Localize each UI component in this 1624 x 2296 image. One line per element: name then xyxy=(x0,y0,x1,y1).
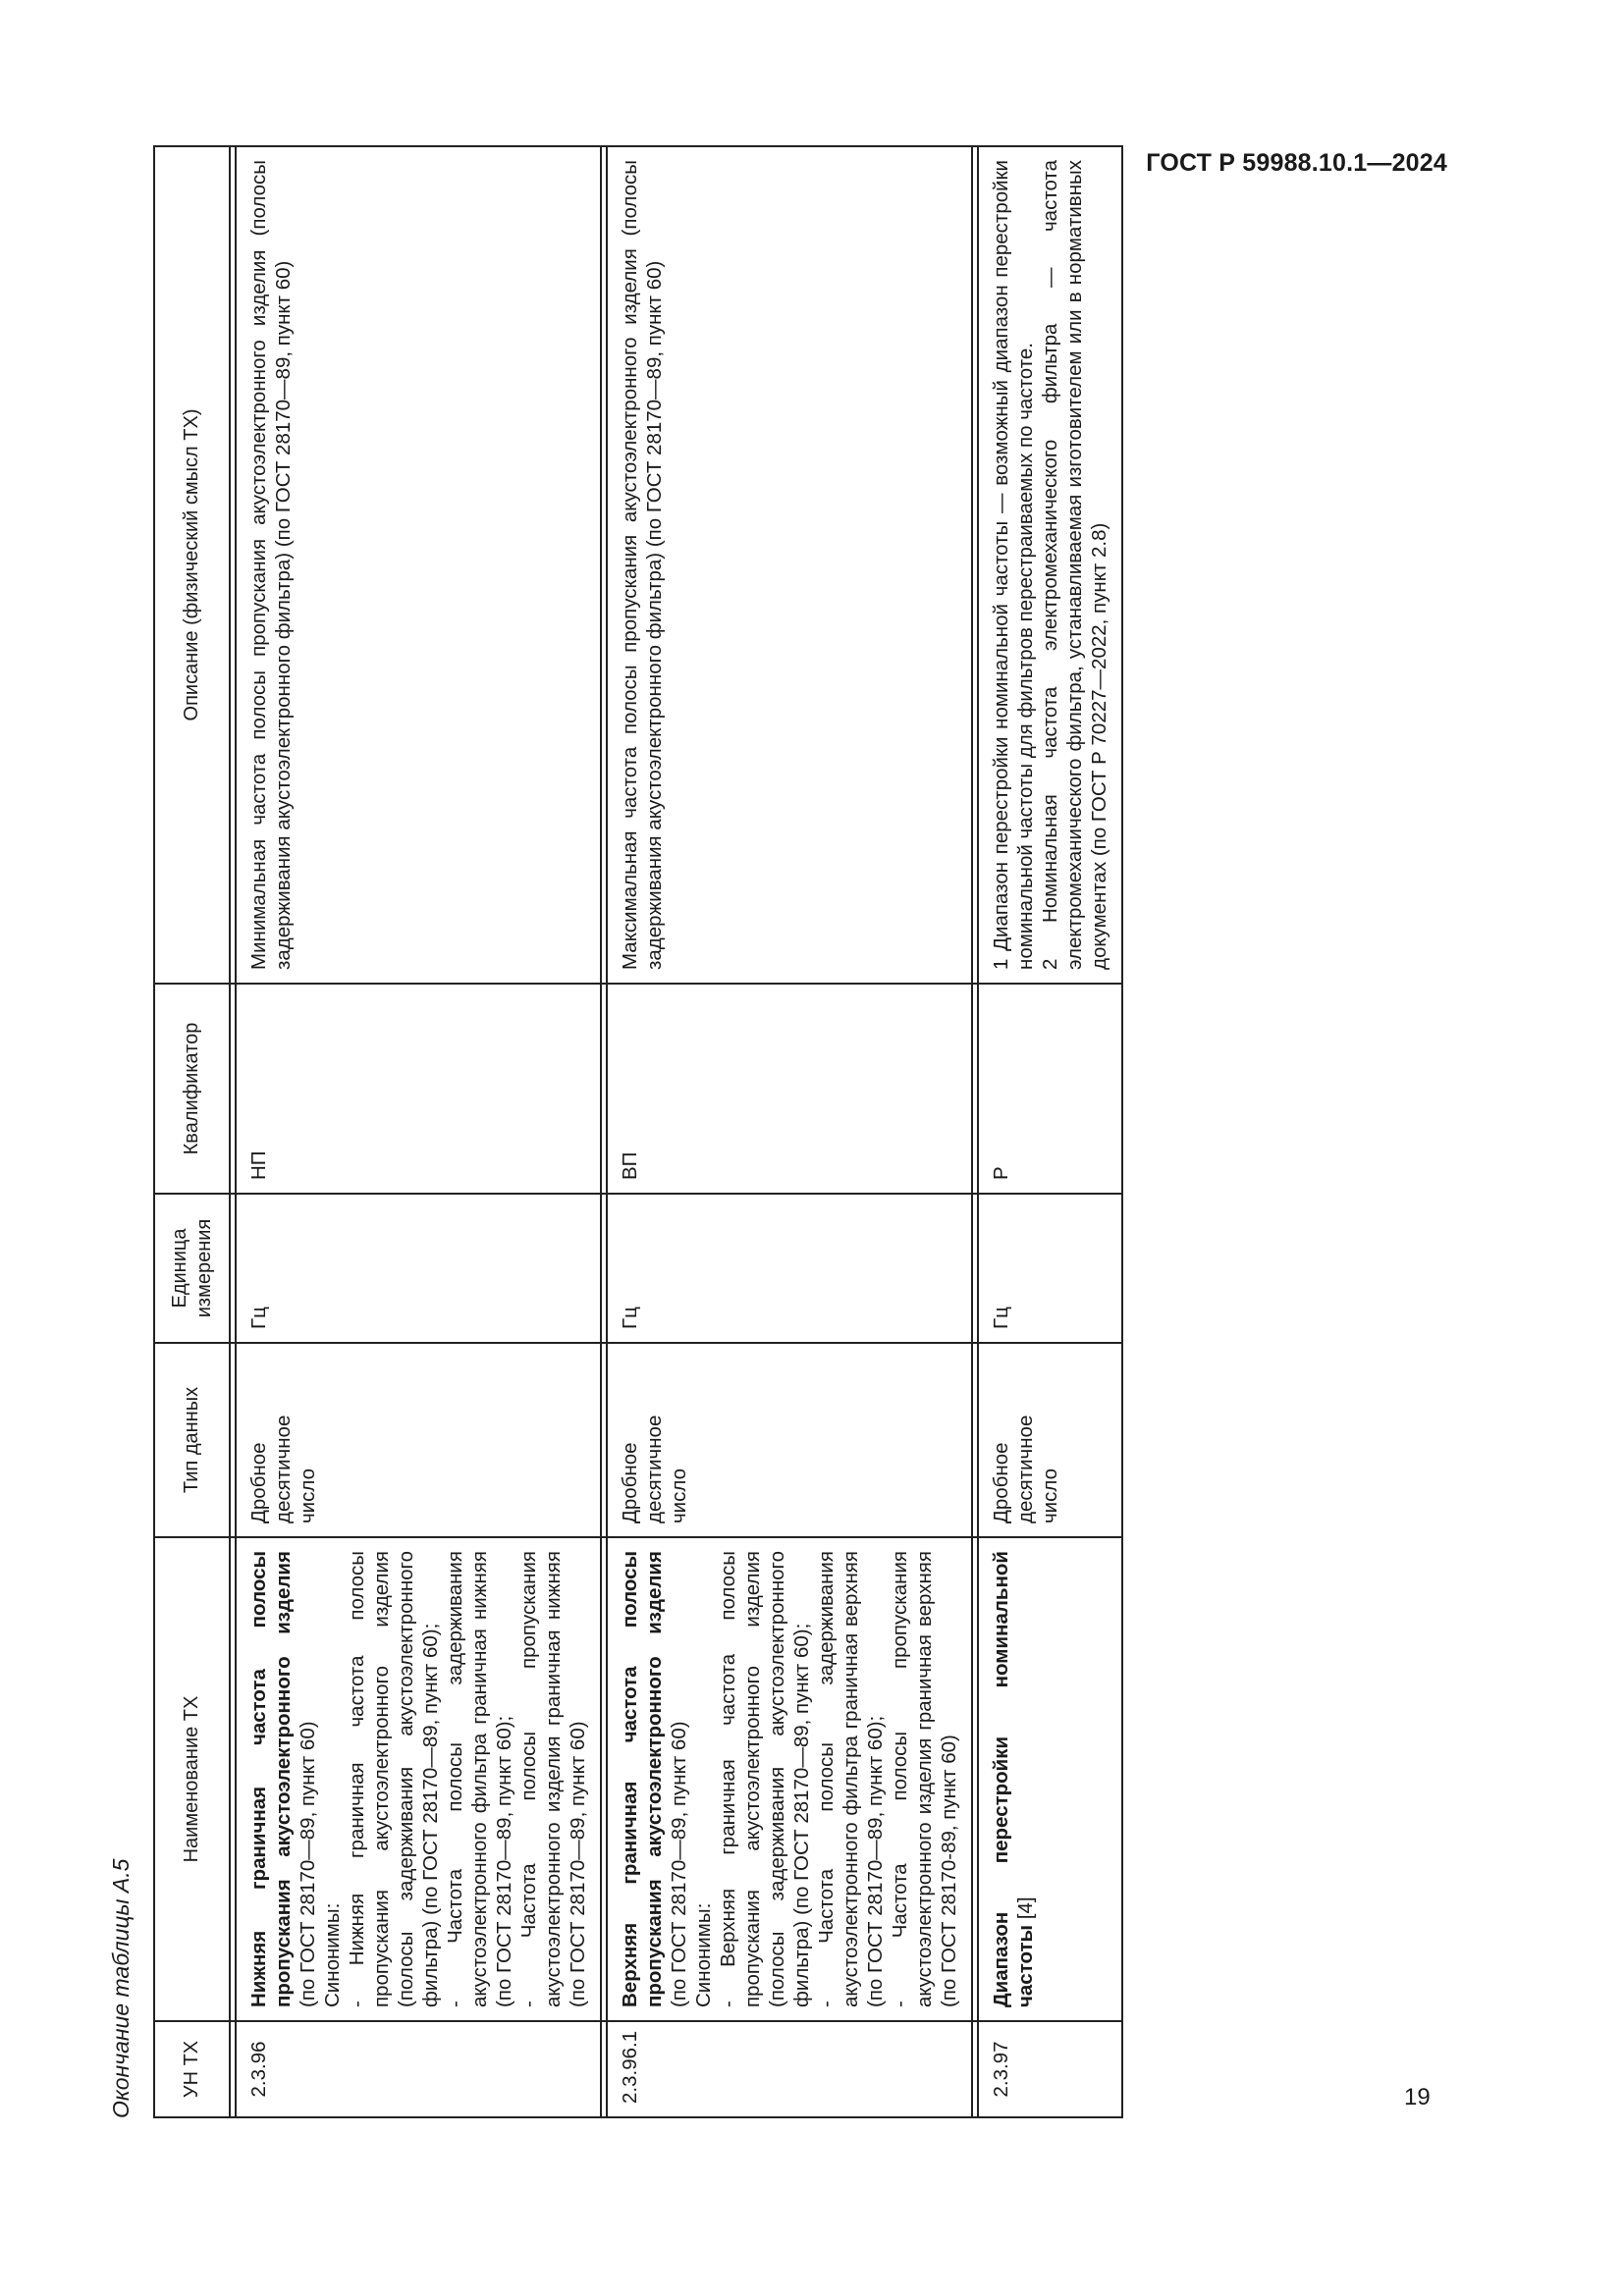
table-header-row xyxy=(154,146,230,2117)
cell-id: 2.3.96.1 xyxy=(607,2021,972,2117)
name-reference: [4] xyxy=(1014,1896,1037,1925)
cell-name xyxy=(607,1537,972,2021)
col-header-qualifier: Квалификатор xyxy=(154,984,230,1194)
cell-data-type: Дробное десятичное число xyxy=(978,1343,1122,1537)
col-header-unit: Единица измерения xyxy=(154,1194,230,1343)
col-header-data-type: Тип данных xyxy=(154,1343,230,1537)
name-reference: (по ГОСТ 28170—89, пункт 60) xyxy=(668,1721,690,2007)
col-header-id: УН ТХ xyxy=(154,2021,230,2117)
synonyms-label: Синонимы: xyxy=(692,1902,715,2007)
cell-unit: Гц xyxy=(607,1194,972,1343)
cell-unit: Гц xyxy=(978,1194,1122,1343)
table-row xyxy=(607,146,972,2117)
synonyms-label: Синонимы: xyxy=(321,1902,344,2007)
col-header-description: Описание (физический смысл ТХ) xyxy=(154,146,230,984)
cell-name xyxy=(978,1537,1122,2021)
description-paragraph: 2 Номинальная частота электромеханического фильтра — частота электромеханического фильтра, устанавливаемая изготовителем или в нормативных документах (по ГОСТ Р 70227—2022, пункт 2.8) xyxy=(1039,160,1110,970)
cell-qualifier: Р xyxy=(978,984,1122,1194)
name-title: Нижняя граничная частота полосы пропускания акустоэлектронного изделия xyxy=(247,1551,295,2007)
cell-unit: Гц xyxy=(236,1194,601,1343)
table-row xyxy=(236,146,601,2117)
name-title: Верхняя граничная частота полосы пропускания акустоэлектронного изделия xyxy=(619,1551,666,2007)
synonym-item: - Частота полосы задерживания акустоэлектронного фильтра граничная верхняя (по ГОСТ 28170—89, пункт 60); xyxy=(815,1551,887,2007)
cell-qualifier: ВП xyxy=(607,984,972,1194)
synonym-item: - Частота полосы пропускания акустоэлектронного изделия граничная верхняя (по ГОСТ 28170-89, пункт 60) xyxy=(889,1551,960,2007)
document-header-code: ГОСТ Р 59988.10.1—2024 xyxy=(1146,149,1447,177)
col-header-name: Наименование ТХ xyxy=(154,1537,230,2021)
cell-description xyxy=(607,146,972,984)
cell-description xyxy=(978,146,1122,984)
characteristics-table xyxy=(153,145,1123,2118)
rotated-table-region xyxy=(108,147,1414,2118)
description-paragraph: 1 Диапазон перестройки номинальной частоты — возможный диапазон перестройки номинальной частоты для фильтров перестраиваемых по частоте. xyxy=(990,160,1037,970)
name-reference: (по ГОСТ 28170—89, пункт 60) xyxy=(297,1721,319,2007)
cell-data-type: Дробное десятичное число xyxy=(607,1343,972,1537)
synonym-item: - Частота полосы задерживания акустоэлектронного фильтра граничная нижняя (по ГОСТ 28170—89, пункт 60); xyxy=(444,1551,515,2007)
table-row xyxy=(978,146,1122,2117)
cell-qualifier: НП xyxy=(236,984,601,1194)
cell-id: 2.3.97 xyxy=(978,2021,1122,2117)
cell-id: 2.3.96 xyxy=(236,2021,601,2117)
name-title: Диапазон перестройки номинальной частоты xyxy=(990,1551,1037,2007)
description-paragraph: Минимальная частота полосы пропускания акустоэлектронного изделия (полосы задерживания акустоэлектронного фильтра) (по ГОСТ 28170—89, пункт 60) xyxy=(247,160,295,970)
synonym-item: - Частота полосы пропускания акустоэлектронного изделия граничная нижняя (по ГОСТ 28170—89, пункт 60) xyxy=(517,1551,589,2007)
page-number: 19 xyxy=(1404,2084,1431,2110)
cell-description xyxy=(236,146,601,984)
description-paragraph: Максимальная частота полосы пропускания акустоэлектронного изделия (полосы задерживания акустоэлектронного фильтра) (по ГОСТ 28170—89, пункт 60) xyxy=(619,160,666,970)
cell-name xyxy=(236,1537,601,2021)
table-caption: Окончание таблицы А.5 xyxy=(108,1858,134,2118)
synonym-item: - Нижняя граничная частота полосы пропускания акустоэлектронного изделия (полосы задерживания акустоэлектронного фильтра) (по ГОСТ 28170—89, пункт 60); xyxy=(346,1551,442,2007)
synonym-item: - Верхняя граничная частота полосы пропускания акустоэлектронного изделия (полосы задерживания акустоэлектронного фильтра) (по ГОСТ 28170—89, пункт 60); xyxy=(717,1551,813,2007)
cell-data-type: Дробное десятичное число xyxy=(236,1343,601,1537)
